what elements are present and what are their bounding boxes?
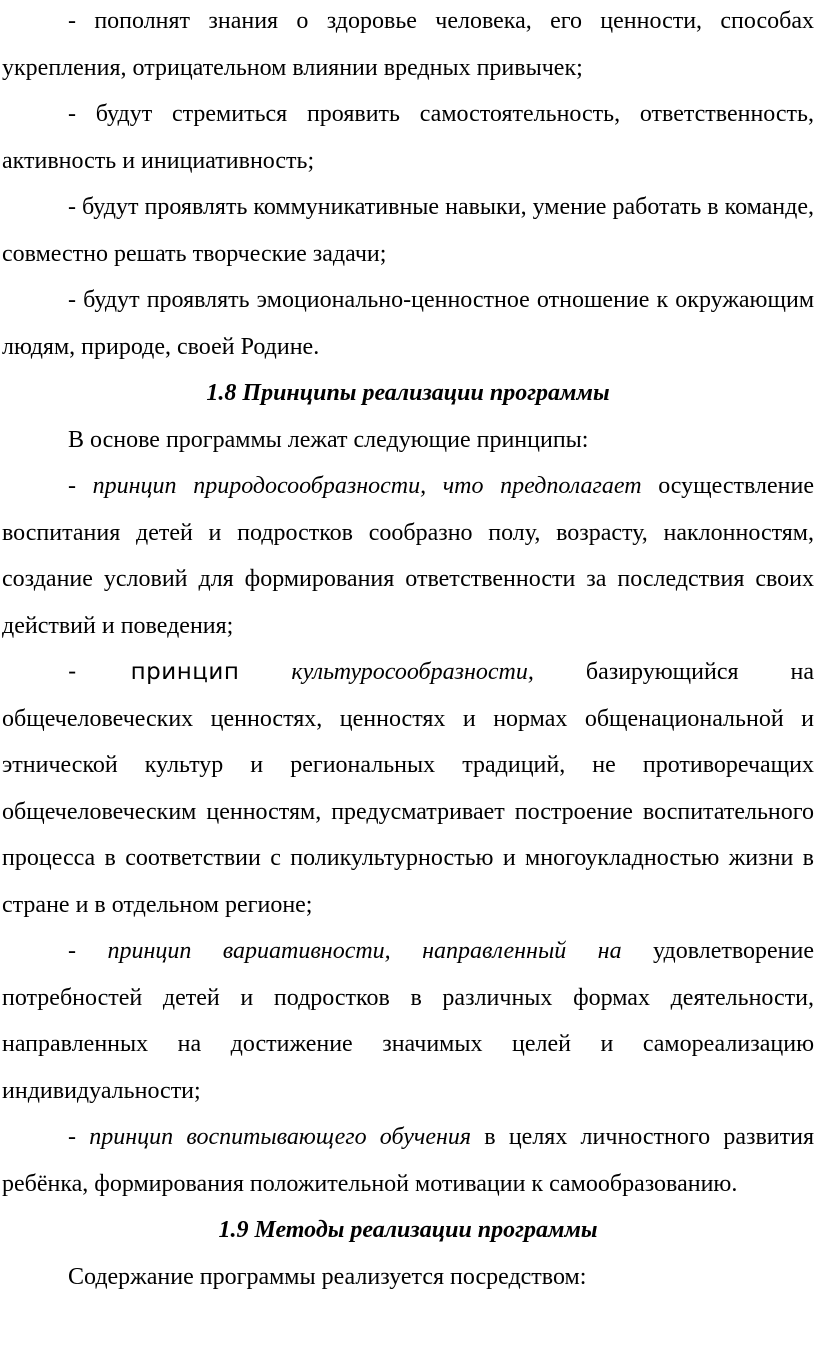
methods-intro-paragraph: Содержание программы реализуется посредством: <box>68 1263 587 1290</box>
principle-education-dash: - <box>68 1124 90 1150</box>
principle-education-paragraph <box>2 1114 814 1207</box>
principle-education-text: в целях личностного развития ребёнка, формирования положительной мотивации к самообразованию. <box>2 1124 815 1197</box>
outcome-independence-paragraph: - будут стремиться проявить самостоятельность, ответственность, активность и инициативность; <box>2 101 814 174</box>
principle-variability-dash: - <box>68 938 108 964</box>
section-heading-1-8: 1.8 Принципы реализации программы <box>206 380 610 406</box>
principle-culture-paragraph <box>2 649 814 928</box>
principle-nature-text: осуществление воспитания детей и подростков сообразно полу, возрасту, наклонностям, создание условий для формирования ответственности за последствия своих действий и поведения; <box>2 473 814 639</box>
principle-nature-paragraph <box>2 463 814 649</box>
outcome-knowledge-paragraph: - пополнят знания о здоровье человека, его ценности, способах укрепления, отрицательном влиянии вредных привычек; <box>2 8 814 81</box>
principle-variability-text: удовлетворение потребностей детей и подростков в различных формах деятельности, направленных на достижение значимых целей и самореализацию индивидуальности; <box>2 938 814 1104</box>
principle-nature-dash: - <box>68 473 93 499</box>
outcome-emotional-paragraph: - будут проявлять эмоционально-ценностное отношение к окружающим людям, природе, своей Родине. <box>2 287 814 360</box>
principle-culture-term: культуросообразности, <box>239 659 534 685</box>
principle-culture-dash-word: - принцип <box>68 659 240 685</box>
section-heading-1-9: 1.9 Методы реализации программы <box>218 1217 598 1243</box>
principles-intro-paragraph: В основе программы лежат следующие принципы: <box>68 426 589 453</box>
outcome-communication-paragraph: - будут проявлять коммуникативные навыки, умение работать в команде, совместно решать творческие задачи; <box>2 194 814 267</box>
principle-education-term: принцип воспитывающего обучения <box>89 1124 472 1150</box>
principle-variability-term: принцип вариативности, направленный на <box>107 938 622 964</box>
principle-nature-term: принцип природосообразности, что предполагает <box>92 473 642 499</box>
principle-variability-paragraph <box>2 928 814 1114</box>
principle-culture-text: базирующийся на общечеловеческих ценностях, ценностях и нормах общенациональной и этнической культур и региональных традиций, не противоречащих общечеловеческим ценностям, предусматривает построение воспитательного процесса в соответствии с поликультурностью и многоукладностью жизни в стране и в отдельном регионе; <box>2 659 815 918</box>
